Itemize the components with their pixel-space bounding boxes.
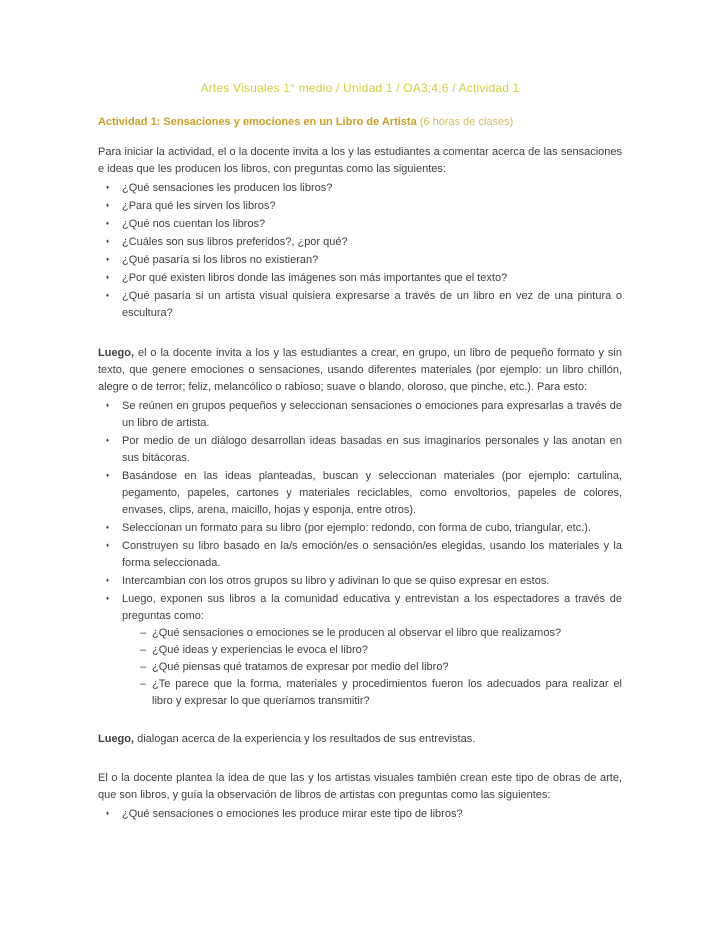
question-text: ¿Qué sensaciones o emociones se le producen al observar el libro que realizamos? xyxy=(152,627,562,639)
question-text: ¿Te parece que la forma, materiales y procedimientos fueron los adecuados para realizar el libro y expresar lo que queríamos transmitir? xyxy=(152,678,622,707)
initial-questions-list xyxy=(98,180,622,322)
step-text: Basándose en las ideas planteadas, buscan y seleccionan materiales (por ejemplo: cartulina, pegamento, papeles, cartones y materiales reciclables, como envoltorios, papeles de colores, envases, clips, arena, maicillo, hojas y esponja, entre otros). xyxy=(122,470,622,516)
list-item xyxy=(140,659,622,676)
question-text: ¿Qué ideas y experiencias le evoca el libro? xyxy=(152,644,368,656)
list-item xyxy=(140,642,622,659)
teacher-paragraph: El o la docente plantea la idea de que las y los artistas visuales también crean este tipo de obras de arte, que son libros, y guía la observación de libros de artistas con preguntas como las siguientes: xyxy=(98,772,622,801)
dash-bullet-icon: – xyxy=(140,644,147,656)
diamond-bullet-icon: ♦ xyxy=(106,811,110,817)
list-item xyxy=(98,520,622,537)
observation-questions-list xyxy=(98,806,622,823)
diamond-bullet-icon: ♦ xyxy=(106,473,110,479)
spacer xyxy=(98,711,622,731)
dash-bullet-icon: – xyxy=(140,678,147,690)
diamond-bullet-icon: ♦ xyxy=(106,293,110,299)
list-item xyxy=(140,625,622,642)
spacer xyxy=(98,748,622,770)
steps-list xyxy=(98,398,622,710)
diamond-bullet-icon: ♦ xyxy=(106,596,110,602)
diamond-bullet-icon: ♦ xyxy=(106,403,110,409)
question-text: ¿Qué piensas qué tratamos de expresar por medio del libro? xyxy=(152,661,449,673)
step-text: Se reúnen en grupos pequeños y seleccionan sensaciones o emociones para expresarlas a través de un libro de artista. xyxy=(122,400,622,429)
question-text: ¿Qué sensaciones o emociones les produce mirar este tipo de libros? xyxy=(122,808,463,820)
paragraph-lead: Luego, xyxy=(98,733,135,745)
question-text: ¿Qué pasaría si un artista visual quisiera expresarse a través de un libro en vez de una pintura o escultura? xyxy=(122,290,622,319)
list-item xyxy=(98,252,622,269)
diamond-bullet-icon: ♦ xyxy=(106,203,110,209)
list-item xyxy=(98,538,622,572)
diamond-bullet-icon: ♦ xyxy=(106,239,110,245)
intro-paragraph: Para iniciar la actividad, el o la docente invita a los y las estudiantes a comentar acerca de las sensaciones e ideas que les producen los libros, con preguntas como las siguientes: xyxy=(98,146,622,175)
list-item xyxy=(98,270,622,287)
dash-bullet-icon: – xyxy=(140,661,147,673)
list-item xyxy=(98,573,622,590)
paragraph-lead: Luego, xyxy=(98,347,135,359)
activity-heading-strong: Actividad 1: xyxy=(98,116,161,128)
activity-heading-title: Sensaciones y emociones en un Libro de Artista xyxy=(163,116,417,128)
list-item xyxy=(98,216,622,233)
diamond-bullet-icon: ♦ xyxy=(106,578,110,584)
question-text: ¿Cuáles son sus libros preferidos?, ¿por qué? xyxy=(122,236,348,248)
step-content xyxy=(122,591,622,710)
step-text: Luego, exponen sus libros a la comunidad educativa y entrevistan a los espectadores a través de preguntas como: xyxy=(122,593,622,622)
step-text: Intercambian con los otros grupos su libro y adivinan lo que se quiso expresar en estos. xyxy=(122,575,550,587)
step-text: Construyen su libro basado en la/s emoción/es o sensación/es elegidas, usando los materiales y la forma seleccionada. xyxy=(122,540,622,569)
question-text: ¿Qué sensaciones les producen los libros? xyxy=(122,182,333,194)
spacer xyxy=(98,323,622,345)
diamond-bullet-icon: ♦ xyxy=(106,221,110,227)
list-item xyxy=(140,676,622,710)
list-item xyxy=(98,433,622,467)
paragraph-text: el o la docente invita a los y las estudiantes a crear, en grupo, un libro de pequeño formato y sin texto, que genere emociones o sensaciones, usando diferentes materiales (por ejemplo: un libro chillón, alegre o de terror; feliz, melancólico o rabioso; suave o blando, oloroso, que pinche, etc.). Para esto: xyxy=(98,347,622,393)
list-item xyxy=(98,288,622,322)
interview-questions-list xyxy=(122,625,622,710)
diamond-bullet-icon: ♦ xyxy=(106,438,110,444)
step-text: Por medio de un diálogo desarrollan ideas basadas en sus imaginarios personales y las anotan en sus bitácoras. xyxy=(122,435,622,464)
list-item xyxy=(98,198,622,215)
question-text: ¿Qué pasaría si los libros no existieran? xyxy=(122,254,319,266)
list-item xyxy=(98,591,622,710)
diamond-bullet-icon: ♦ xyxy=(106,257,110,263)
activity-heading xyxy=(98,114,622,131)
diamond-bullet-icon: ♦ xyxy=(106,275,110,281)
list-item xyxy=(98,806,622,823)
question-text: ¿Para qué les sirven los libros? xyxy=(122,200,276,212)
paragraph-text: dialogan acerca de la experiencia y los resultados de sus entrevistas. xyxy=(137,733,476,745)
dash-bullet-icon: – xyxy=(140,627,147,639)
list-item xyxy=(98,180,622,197)
activity-hours: (6 horas de clases) xyxy=(419,116,514,128)
diamond-bullet-icon: ♦ xyxy=(106,185,110,191)
question-text: ¿Por qué existen libros donde las imágenes son más importantes que el texto? xyxy=(122,272,508,284)
question-text: ¿Qué nos cuentan los libros? xyxy=(122,218,266,230)
diamond-bullet-icon: ♦ xyxy=(106,543,110,549)
development-paragraph xyxy=(98,345,622,396)
list-item xyxy=(98,234,622,251)
list-item xyxy=(98,398,622,432)
step-text: Seleccionan un formato para su libro (por ejemplo: redondo, con forma de cubo, triangular, etc.). xyxy=(122,522,591,534)
breadcrumb: Artes Visuales 1° medio / Unidad 1 / OA3;4;6 / Actividad 1 xyxy=(200,81,520,95)
diamond-bullet-icon: ♦ xyxy=(106,525,110,531)
list-item xyxy=(98,468,622,519)
closing-paragraph xyxy=(98,731,622,748)
